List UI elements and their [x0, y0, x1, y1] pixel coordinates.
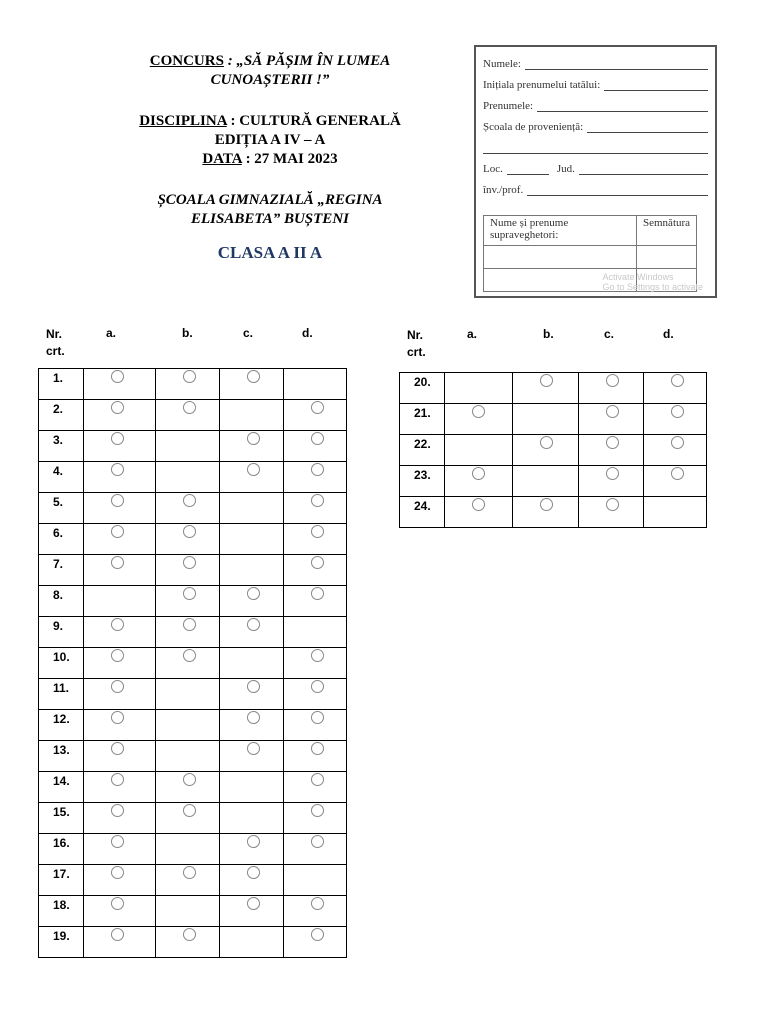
answer-cell-b: [156, 896, 220, 927]
option-circle-d[interactable]: [311, 556, 324, 569]
supervisor-signature-cell[interactable]: [637, 246, 697, 269]
option-circle-b[interactable]: [183, 370, 196, 383]
option-circle-d[interactable]: [311, 494, 324, 507]
option-circle-a[interactable]: [111, 897, 124, 910]
class-title: CLASA A II A: [217, 243, 323, 262]
option-circle-a[interactable]: [111, 494, 124, 507]
option-circle-d[interactable]: [311, 835, 324, 848]
answer-cell-d: [284, 462, 347, 493]
disciplina-label: DISCIPLINA: [139, 113, 227, 129]
answer-cell-b: [156, 927, 220, 958]
answer-cell-c: [220, 524, 284, 555]
school-line-2: ELISABETA” BUȘTENI: [191, 211, 349, 227]
question-number: 6.: [39, 524, 84, 555]
option-circle-a[interactable]: [111, 432, 124, 445]
question-number: 24.: [400, 497, 445, 528]
answer-cell-c: [579, 404, 644, 435]
question-number: 8.: [39, 586, 84, 617]
answer-cell-b: [156, 834, 220, 865]
answer-cell-d: [284, 927, 347, 958]
answer-table-left-body: [39, 369, 347, 958]
question-row: [39, 431, 347, 462]
option-circle-a[interactable]: [111, 618, 124, 631]
question-row: [400, 373, 707, 404]
option-circle-a[interactable]: [472, 498, 485, 511]
answer-cell-c: [220, 896, 284, 927]
answer-cell-a: [84, 772, 156, 803]
question-row: [39, 741, 347, 772]
question-number: 20.: [400, 373, 445, 404]
question-row: [39, 803, 347, 834]
answer-cell-b: [156, 431, 220, 462]
crt-label: crt.: [407, 345, 426, 359]
answer-cell-c: [220, 493, 284, 524]
answer-cell-c: [220, 555, 284, 586]
col-d-label: d.: [663, 327, 674, 341]
answer-cell-a: [84, 741, 156, 772]
question-row: [400, 435, 707, 466]
contest-header: [60, 52, 480, 262]
option-circle-d[interactable]: [311, 432, 324, 445]
identification-box: [474, 45, 717, 298]
option-circle-d[interactable]: [311, 773, 324, 786]
option-circle-c[interactable]: [247, 866, 260, 879]
question-number: 17.: [39, 865, 84, 896]
answer-cell-a: [445, 435, 513, 466]
answer-cell-a: [84, 865, 156, 896]
option-circle-b[interactable]: [540, 374, 553, 387]
option-circle-b[interactable]: [540, 436, 553, 449]
question-row: [400, 466, 707, 497]
col-a-label: a.: [467, 327, 478, 341]
option-circle-a[interactable]: [111, 401, 124, 414]
loc-field[interactable]: [507, 164, 549, 175]
answer-cell-c: [579, 373, 644, 404]
question-number: 23.: [400, 466, 445, 497]
answer-cell-a: [84, 555, 156, 586]
answer-cell-a: [84, 710, 156, 741]
question-number: 14.: [39, 772, 84, 803]
answer-cell-b: [513, 404, 579, 435]
supervisors-label: Nume și prenume supraveghetori:: [484, 216, 637, 246]
question-number: 7.: [39, 555, 84, 586]
answer-cell-a: [445, 466, 513, 497]
question-row: [39, 555, 347, 586]
watermark-line-2: Go to Settings to activate: [602, 282, 703, 292]
answer-table-left: [38, 368, 347, 958]
answer-cell-b: [156, 803, 220, 834]
answer-cell-c: [220, 772, 284, 803]
data-label: DATA: [202, 151, 242, 167]
answer-cell-a: [84, 524, 156, 555]
option-circle-b[interactable]: [183, 556, 196, 569]
answer-cell-a: [84, 400, 156, 431]
answer-cell-c: [579, 435, 644, 466]
option-circle-b[interactable]: [183, 804, 196, 817]
option-circle-d[interactable]: [311, 649, 324, 662]
answer-cell-b: [513, 435, 579, 466]
answer-table-right: [399, 372, 707, 528]
crt-label: crt.: [46, 344, 65, 358]
answer-cell-b: [156, 710, 220, 741]
jud-label: Jud.: [556, 163, 575, 175]
col-d-label: d.: [302, 326, 313, 340]
option-circle-d[interactable]: [311, 804, 324, 817]
question-number: 21.: [400, 404, 445, 435]
option-circle-a[interactable]: [111, 742, 124, 755]
question-row: [39, 648, 347, 679]
answer-cell-b: [156, 679, 220, 710]
option-circle-c[interactable]: [247, 835, 260, 848]
question-row: [39, 617, 347, 648]
prenume-label: Prenumele:: [483, 100, 534, 112]
answer-cell-a: [445, 373, 513, 404]
option-circle-a[interactable]: [111, 835, 124, 848]
option-circle-c[interactable]: [247, 587, 260, 600]
concurs-title-2: CUNOAȘTERII !”: [210, 72, 330, 88]
answer-cell-d: [284, 524, 347, 555]
option-circle-c[interactable]: [606, 498, 619, 511]
answer-table-right-body: [400, 373, 707, 528]
option-circle-d[interactable]: [671, 436, 684, 449]
school-line-1: ȘCOALA GIMNAZIALĂ „REGINA: [157, 192, 383, 208]
question-number: 2.: [39, 400, 84, 431]
nr-label: Nr.: [46, 327, 63, 341]
question-row: [400, 497, 707, 528]
question-row: [400, 404, 707, 435]
answer-cell-c: [220, 803, 284, 834]
scoala-field[interactable]: [587, 122, 708, 133]
answer-cell-c: [220, 462, 284, 493]
answer-cell-b: [156, 555, 220, 586]
option-circle-a[interactable]: [111, 556, 124, 569]
answer-cell-a: [84, 493, 156, 524]
answer-cell-d: [644, 497, 707, 528]
option-circle-d[interactable]: [311, 897, 324, 910]
answer-cell-c: [220, 369, 284, 400]
option-circle-a[interactable]: [472, 405, 485, 418]
answer-cell-d: [284, 431, 347, 462]
option-circle-b[interactable]: [183, 649, 196, 662]
answer-cell-a: [84, 617, 156, 648]
answer-cell-d: [644, 404, 707, 435]
prenume-field[interactable]: [537, 101, 708, 112]
option-circle-b[interactable]: [183, 587, 196, 600]
col-b-label: b.: [543, 327, 554, 341]
answer-cell-b: [156, 493, 220, 524]
option-circle-a[interactable]: [111, 773, 124, 786]
answer-cell-a: [84, 834, 156, 865]
option-circle-a[interactable]: [111, 370, 124, 383]
watermark-line-1: Activate Windows: [602, 272, 674, 282]
question-row: [39, 710, 347, 741]
question-number: 9.: [39, 617, 84, 648]
option-circle-a[interactable]: [111, 866, 124, 879]
answer-cell-c: [220, 679, 284, 710]
jud-field[interactable]: [579, 164, 708, 175]
answer-cell-b: [513, 373, 579, 404]
answer-cell-d: [284, 741, 347, 772]
option-circle-d[interactable]: [311, 928, 324, 941]
question-row: [39, 462, 347, 493]
answer-cell-d: [284, 834, 347, 865]
nr-label: Nr.: [407, 328, 424, 342]
answer-cell-d: [284, 400, 347, 431]
question-number: 11.: [39, 679, 84, 710]
question-row: [39, 493, 347, 524]
answer-cell-b: [513, 466, 579, 497]
answer-cell-d: [284, 896, 347, 927]
concurs-label: CONCURS: [149, 53, 224, 69]
question-row: [39, 369, 347, 400]
concurs-title-1: : „SĂ PĂȘIM ÎN LUMEA: [223, 53, 391, 69]
option-circle-c[interactable]: [247, 463, 260, 476]
inv-field[interactable]: [527, 185, 708, 196]
answer-cell-a: [84, 896, 156, 927]
answer-cell-d: [284, 865, 347, 896]
answer-cell-b: [156, 741, 220, 772]
question-number: 1.: [39, 369, 84, 400]
answer-cell-a: [84, 431, 156, 462]
answer-cell-b: [156, 400, 220, 431]
option-circle-c[interactable]: [606, 405, 619, 418]
answer-cell-d: [284, 493, 347, 524]
answer-cell-d: [284, 617, 347, 648]
answer-cell-c: [220, 648, 284, 679]
nume-label: Numele:: [483, 58, 521, 70]
answer-cell-c: [220, 710, 284, 741]
option-circle-a[interactable]: [111, 711, 124, 724]
question-number: 18.: [39, 896, 84, 927]
option-circle-d[interactable]: [311, 525, 324, 538]
answer-cell-d: [284, 586, 347, 617]
windows-watermark: [602, 272, 703, 292]
answer-cell-c: [220, 431, 284, 462]
answer-cell-a: [84, 679, 156, 710]
answer-cell-b: [156, 865, 220, 896]
answer-cell-b: [513, 497, 579, 528]
answer-cell-b: [156, 462, 220, 493]
answer-cell-b: [156, 772, 220, 803]
question-number: 16.: [39, 834, 84, 865]
data-value: : 27 MAI 2023: [241, 151, 338, 167]
option-circle-b[interactable]: [183, 525, 196, 538]
question-row: [39, 400, 347, 431]
question-row: [39, 586, 347, 617]
option-circle-c[interactable]: [247, 897, 260, 910]
answer-cell-d: [284, 710, 347, 741]
option-circle-d[interactable]: [311, 742, 324, 755]
option-circle-c[interactable]: [247, 370, 260, 383]
option-circle-b[interactable]: [183, 866, 196, 879]
option-circle-b[interactable]: [183, 773, 196, 786]
question-row: [39, 679, 347, 710]
answer-cell-a: [84, 927, 156, 958]
nume-field[interactable]: [525, 59, 708, 70]
answer-cell-c: [220, 741, 284, 772]
question-row: [39, 865, 347, 896]
answer-cell-c: [220, 617, 284, 648]
answer-cell-b: [156, 524, 220, 555]
answer-cell-a: [84, 369, 156, 400]
answer-cell-a: [84, 803, 156, 834]
answer-cell-d: [284, 648, 347, 679]
question-number: 4.: [39, 462, 84, 493]
answer-cell-d: [284, 772, 347, 803]
answer-cell-b: [156, 648, 220, 679]
loc-label: Loc.: [483, 163, 503, 175]
option-circle-a[interactable]: [111, 804, 124, 817]
question-number: 5.: [39, 493, 84, 524]
editia: EDIȚIA A IV – A: [214, 132, 326, 148]
question-row: [39, 834, 347, 865]
option-circle-a[interactable]: [111, 463, 124, 476]
option-circle-b[interactable]: [183, 494, 196, 507]
option-circle-a[interactable]: [111, 928, 124, 941]
option-circle-c[interactable]: [606, 467, 619, 480]
answer-cell-d: [284, 369, 347, 400]
answer-cell-c: [579, 497, 644, 528]
col-a-label: a.: [106, 326, 117, 340]
question-row: [39, 524, 347, 555]
option-circle-d[interactable]: [311, 401, 324, 414]
question-number: 10.: [39, 648, 84, 679]
answer-cell-b: [156, 369, 220, 400]
answer-cell-d: [284, 679, 347, 710]
answer-cell-d: [284, 555, 347, 586]
option-circle-d[interactable]: [671, 374, 684, 387]
supervisor-name-cell[interactable]: [484, 246, 637, 269]
answer-cell-a: [84, 648, 156, 679]
answer-cell-b: [156, 586, 220, 617]
option-circle-c[interactable]: [247, 711, 260, 724]
answer-cell-b: [156, 617, 220, 648]
answer-cell-c: [220, 586, 284, 617]
question-row: [39, 927, 347, 958]
answer-cell-d: [284, 803, 347, 834]
question-number: 13.: [39, 741, 84, 772]
question-row: [39, 772, 347, 803]
question-number: 22.: [400, 435, 445, 466]
signature-label: Semnătura: [637, 216, 697, 246]
option-circle-d[interactable]: [311, 463, 324, 476]
option-circle-b[interactable]: [183, 928, 196, 941]
option-circle-a[interactable]: [111, 649, 124, 662]
option-circle-d[interactable]: [311, 587, 324, 600]
option-circle-d[interactable]: [671, 467, 684, 480]
option-circle-b[interactable]: [540, 498, 553, 511]
question-number: 15.: [39, 803, 84, 834]
answer-cell-d: [644, 435, 707, 466]
option-circle-c[interactable]: [247, 742, 260, 755]
answer-cell-d: [644, 373, 707, 404]
question-number: 3.: [39, 431, 84, 462]
option-circle-c[interactable]: [247, 618, 260, 631]
option-circle-b[interactable]: [183, 401, 196, 414]
answer-cell-a: [445, 497, 513, 528]
answer-cell-a: [84, 462, 156, 493]
answer-cell-c: [220, 865, 284, 896]
initiala-label: Inițiala prenumelui tatălui:: [483, 79, 601, 91]
question-row: [39, 896, 347, 927]
question-number: 12.: [39, 710, 84, 741]
scoala-label: Școala de proveniență:: [483, 121, 584, 133]
answer-cell-a: [84, 586, 156, 617]
option-circle-d[interactable]: [671, 405, 684, 418]
option-circle-c[interactable]: [606, 374, 619, 387]
answer-cell-c: [579, 466, 644, 497]
option-circle-d[interactable]: [311, 711, 324, 724]
option-circle-c[interactable]: [247, 680, 260, 693]
answer-cell-a: [445, 404, 513, 435]
option-circle-a[interactable]: [111, 525, 124, 538]
col-b-label: b.: [182, 326, 193, 340]
option-circle-a[interactable]: [111, 680, 124, 693]
option-circle-d[interactable]: [311, 680, 324, 693]
scoala-field-continued[interactable]: [483, 143, 708, 154]
initiala-field[interactable]: [604, 80, 708, 91]
option-circle-a[interactable]: [472, 467, 485, 480]
answer-cell-c: [220, 927, 284, 958]
inv-label: înv./prof.: [483, 184, 524, 196]
col-c-label: c.: [604, 327, 615, 341]
option-circle-c[interactable]: [247, 432, 260, 445]
option-circle-c[interactable]: [606, 436, 619, 449]
col-c-label: c.: [243, 326, 254, 340]
disciplina-value: : CULTURĂ GENERALĂ: [226, 113, 401, 129]
answer-cell-c: [220, 400, 284, 431]
answer-cell-c: [220, 834, 284, 865]
option-circle-b[interactable]: [183, 618, 196, 631]
answer-cell-d: [644, 466, 707, 497]
question-number: 19.: [39, 927, 84, 958]
